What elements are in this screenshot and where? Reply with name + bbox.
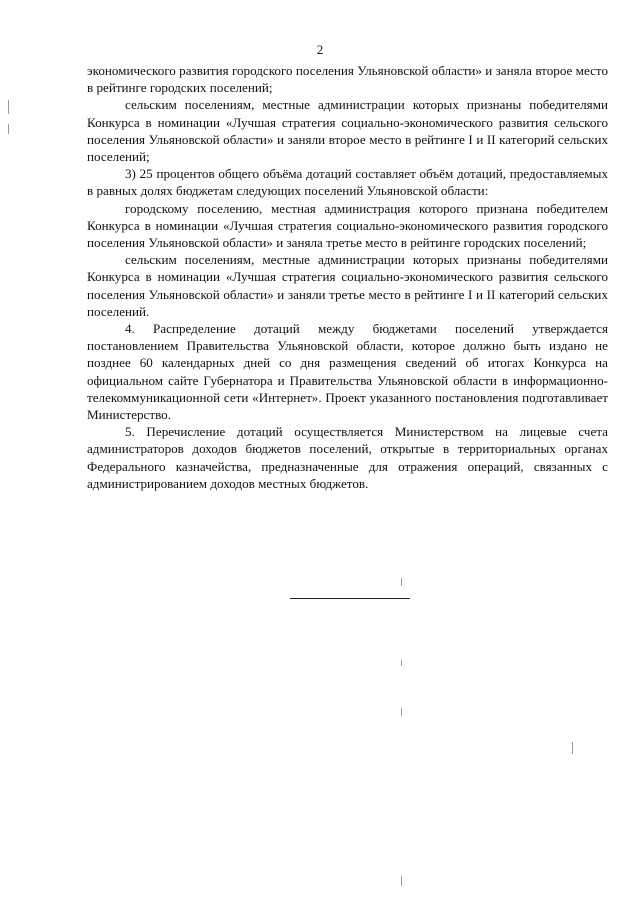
scan-mark [401, 876, 402, 886]
scan-mark [8, 124, 9, 134]
paragraph-3: 3) 25 процентов общего объёма дотаций составляет объём дотаций, предоставляемых в равных долях бюджетам следующих поселений Ульяновской области: [87, 166, 608, 199]
scan-mark [401, 660, 402, 666]
scan-mark [401, 708, 402, 716]
scan-mark [401, 578, 402, 586]
paragraph-7: 5. Перечисление дотаций осуществляется Министерством на лицевые счета администраторов доходов бюджетов поселений, открытые в территориальных органах Федерального казначейства, предназначенные для отражения операций, связанных с администрированием доходов местных бюджетов. [87, 424, 608, 491]
paragraph-6: 4. Распределение дотаций между бюджетами поселений утверждается постановлением Правительства Ульяновской области, которое должно быть издано не позднее 60 календарных дней со дня размещения сведений об итогах Конкурса на официальном сайте Губернатора и Правительства Ульяновской области в информационно-телекоммуникационной сети «Интернет». Проект указанного постановления подготавливает Министерство. [87, 321, 608, 423]
paragraph-2: сельским поселениям, местные администрации которых признаны победителями Конкурса в номинации «Лучшая стратегия социально-экономического развития сельского поселения Ульяновской области» и заняли второе место в рейтинге I и II категорий сельских поселений; [87, 97, 608, 165]
end-of-document-line [290, 598, 410, 599]
paragraph-5: сельским поселениям, местные администрации которых признаны победителями Конкурса в номинации «Лучшая стратегия социально-экономического развития сельского поселения Ульяновской области» и заняли третье место в рейтинге I и II категорий сельских поселений. [87, 252, 608, 319]
scan-mark [572, 742, 573, 754]
page-number: 2 [316, 42, 324, 57]
paragraph-4: городскому поселению, местная администрация которого признана победителем Конкурса в номинации «Лучшая стратегия социально-экономического развития городского поселения Ульяновской области» и заняла третье место в рейтинге городских поселений; [87, 200, 608, 251]
paragraph-1: экономического развития городского поселения Ульяновской области» и заняла второе место в рейтинге городских поселений; [87, 63, 608, 96]
scan-mark [8, 100, 9, 114]
document-body [87, 62, 608, 492]
